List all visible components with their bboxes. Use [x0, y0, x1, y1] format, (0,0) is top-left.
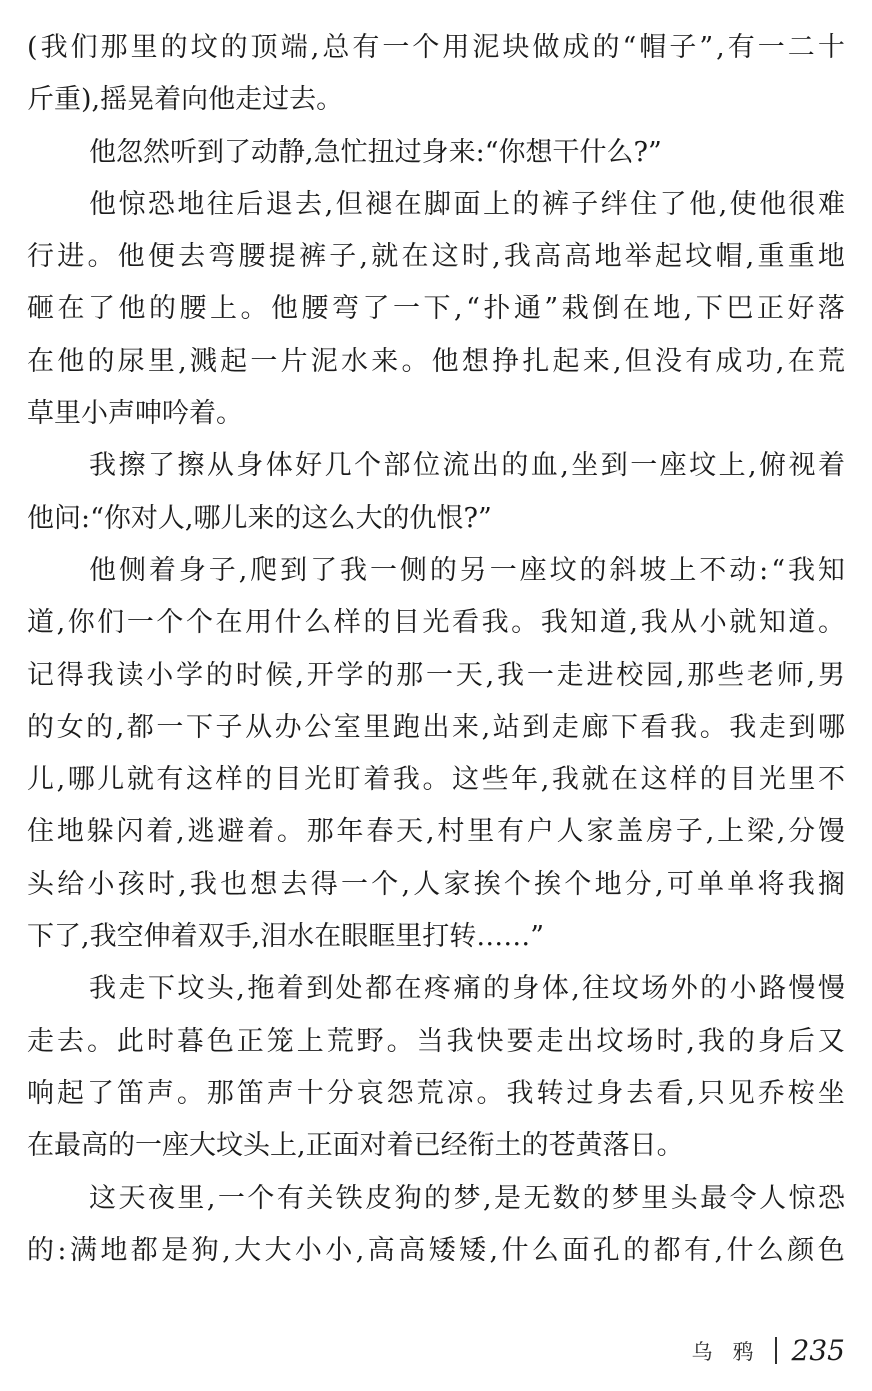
text-line: 行 进 。 他 便 去 弯 腰 提 裤 子 , 就 在 这 时 , 我 高 高 地 举 起 坟 帽 , 重 重 地 — [27, 241, 845, 273]
text-line: 儿 , 哪 儿 就 有 这 样 的 目 光 盯 着 我 。 这 些 年 , 我 就 在 这 样 的 目 光 里 不 — [27, 764, 845, 796]
text-line: 斤 重 ) , 摇 晃 着 向 他 走 过 去 。 — [27, 84, 344, 116]
text-line: 他 忽 然 听 到 了 动 静 , 急 忙 扭 过 身 来 : “ 你 想 干 什 么 ? ” — [89, 136, 662, 168]
text-line: 他 侧 着 身 子 , 爬 到 了 我 一 侧 的 另 一 座 坟 的 斜 坡 上 不 动 : “ 我 知 — [89, 554, 845, 586]
page-number: 235 — [791, 1334, 845, 1367]
text-line: 砸 在 了 他 的 腰 上 。 他 腰 弯 了 一 下 , “ 扑 通 ” 栽 倒 在 地 , 下 巴 正 好 落 — [27, 293, 845, 325]
page-footer — [692, 1334, 845, 1367]
text-line: 走 去 。 此 时 暮 色 正 笼 上 荒 野 。 当 我 快 要 走 出 坟 场 时 , 我 的 身 后 又 — [27, 1025, 845, 1057]
text-line: 在 最 高 的 一 座 大 坟 头 上 , 正 面 对 着 已 经 衔 土 的 苍 黄 落 日 。 — [27, 1130, 684, 1162]
text-line: 草 里 小 声 呻 吟 着 。 — [27, 398, 243, 430]
text-line: 道 , 你 们 一 个 个 在 用 什 么 样 的 目 光 看 我 。 我 知 道 , 我 从 小 就 知 道 。 — [27, 607, 845, 639]
text-line: 的 女 的 , 都 一 下 子 从 办 公 室 里 跑 出 来 , 站 到 走 廊 下 看 我 。 我 走 到 哪 — [27, 711, 845, 743]
text-line: 这 天 夜 里 , 一 个 有 关 铁 皮 狗 的 梦 , 是 无 数 的 梦 里 头 最 令 人 惊 恐 — [89, 1182, 845, 1214]
text-line: 我 走 下 坟 头 , 拖 着 到 处 都 在 疼 痛 的 身 体 , 往 坟 场 外 的 小 路 慢 慢 — [89, 973, 845, 1005]
footer-separator-rule — [775, 1337, 777, 1364]
page-body — [27, 22, 845, 1277]
text-line: 他 问 : “ 你 对 人 , 哪 儿 来 的 这 么 大 的 仇 恨 ? ” — [27, 502, 492, 534]
text-line: 记 得 我 读 小 学 的 时 候 , 开 学 的 那 一 天 , 我 一 走 进 校 园 , 那 些 老 师 , 男 — [27, 659, 845, 691]
text-line: 我 擦 了 擦 从 身 体 好 几 个 部 位 流 出 的 血 , 坐 到 一 座 坟 上 , 俯 视 着 — [89, 450, 845, 482]
text-line: 的 : 满 地 都 是 狗 , 大 大 小 小 , 高 高 矮 矮 , 什 么 面 孔 的 都 有 , 什 么 颜 色 — [27, 1234, 845, 1266]
text-line: 头 给 小 孩 时 , 我 也 想 去 得 一 个 , 人 家 挨 个 挨 个 地 分 , 可 单 单 将 我 搁 — [27, 868, 845, 900]
text-line: 他 惊 恐 地 往 后 退 去 , 但 褪 在 脚 面 上 的 裤 子 绊 住 了 他 , 使 他 很 难 — [89, 188, 845, 220]
chapter-title: 乌鸦 — [691, 1339, 774, 1364]
text-line: 住 地 躲 闪 着 , 逃 避 着 。 那 年 春 天 , 村 里 有 户 人 家 盖 房 子 , 上 梁 , 分 馒 — [27, 816, 845, 848]
text-line: ( 我 们 那 里 的 坟 的 顶 端 , 总 有 一 个 用 泥 块 做 成 的 “ 帽 子 ” , 有 一 二 十 — [27, 32, 845, 63]
text-line: 下 了 , 我 空 伸 着 双 手 , 泪 水 在 眼 眶 里 打 转 … … ” — [27, 921, 544, 953]
text-line: 响 起 了 笛 声 。 那 笛 声 十 分 哀 怨 荒 凉 。 我 转 过 身 去 看 , 只 见 乔 桉 坐 — [27, 1077, 845, 1109]
text-line: 在 他 的 尿 里 , 溅 起 一 片 泥 水 来 。 他 想 挣 扎 起 来 , 但 没 有 成 功 , 在 荒 — [27, 345, 845, 377]
